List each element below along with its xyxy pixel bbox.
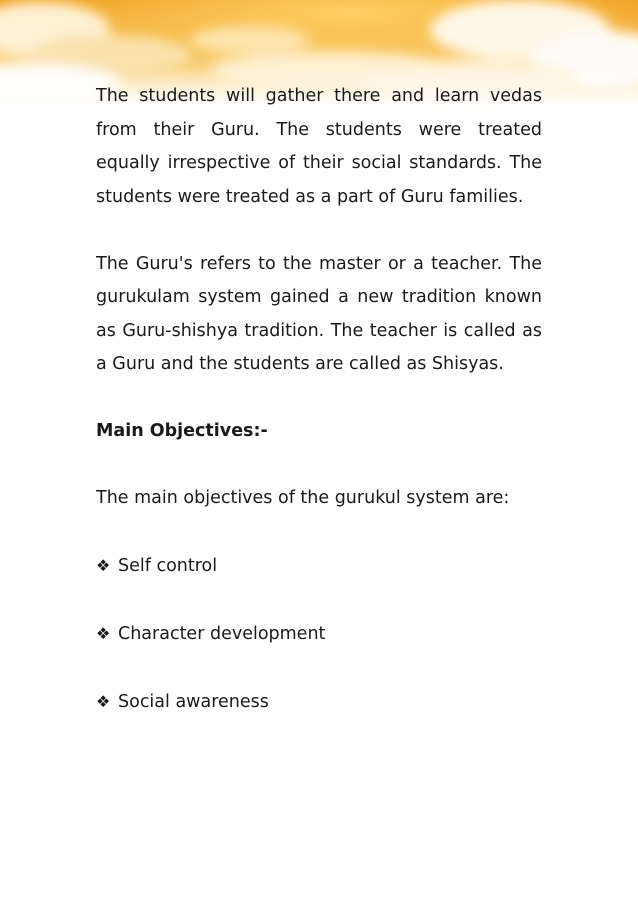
list-item-label: Character development [118,624,326,644]
document-body [96,80,542,720]
paragraph-students: The students will gather there and learn vedas from their Guru. The students were treated equally irrespective of their social standards. The students were treated as a part of Guru families. [96,86,542,207]
diamond-bullet-icon: ❖ [96,624,111,643]
paragraph-guru: The Guru's refers to the master or a teacher. The gurukulam system gained a new tradition known as Guru-shishya tradition. The teacher is called as a Guru and the students are called as Shisyas. [96,253,542,374]
section-heading: Main Objectives:- [96,421,268,441]
diamond-bullet-icon: ❖ [96,692,111,711]
diamond-bullet-icon: ❖ [96,556,111,575]
list-item [96,685,542,720]
list-item-label: Social awareness [118,692,269,712]
list-item [96,549,542,584]
list-item [96,617,542,652]
objectives-intro: The main objectives of the gurukul system are: [96,488,510,508]
list-item-label: Self control [118,556,218,576]
